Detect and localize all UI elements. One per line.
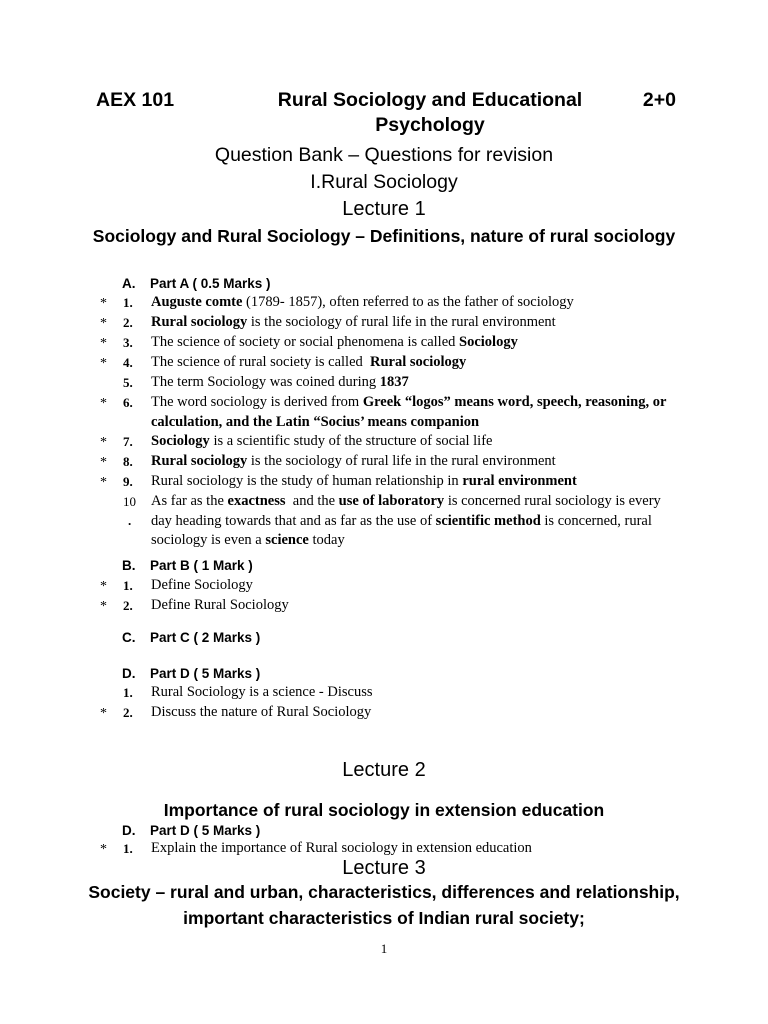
part-d-label: Part D ( 5 Marks ) [150,666,261,681]
question-item [100,703,675,723]
lecture-3-heading: Lecture 3 [342,857,426,879]
item-text: Rural sociology is the sociology of rural life in the rural environment [151,453,556,469]
part-b-letter: B. [122,558,136,573]
asterisk-marker: * [100,396,107,411]
lecture-2-subtitle: Importance of rural sociology in extension education [163,800,605,820]
item-text: Discuss the nature of Rural Sociology [151,704,372,720]
item-number: 1. [123,578,133,593]
part-c-letter: C. [122,630,136,645]
lecture-2-heading: Lecture 2 [342,759,426,781]
lecture-2-part-d-label: Part D ( 5 Marks ) [150,823,261,838]
part-d-letter: D. [122,666,136,681]
asterisk-marker: * [100,356,107,371]
asterisk-marker: * [100,336,107,351]
item-number: 4. [123,355,133,370]
question-item [100,353,675,373]
part-c-label: Part C ( 2 Marks ) [150,630,261,645]
item-text: Auguste comte (1789- 1857), often referred to as the father of sociology [151,294,574,310]
item-text: The term Sociology was coined during 1837 [151,374,409,390]
item-text: Sociology is a scientific study of the structure of social life [151,433,493,449]
part-b-label: Part B ( 1 Mark ) [150,558,253,573]
course-code: AEX 101 [96,89,175,111]
item-number: 7. [123,434,133,449]
course-credits: 2+0 [642,89,676,111]
question-item [100,432,675,452]
asterisk-marker: * [100,435,107,450]
question-item [100,472,675,492]
asterisk-marker: * [100,455,107,470]
question-item [100,313,675,333]
item-number-continuation: . [128,513,132,528]
item-number: 5. [123,375,133,390]
item-number: 3. [123,335,133,350]
lecture-2-part-d-letter: D. [122,823,136,838]
course-title: Rural Sociology and Educational Psychology [277,89,583,136]
question-item [100,293,675,313]
item-number: 1. [123,841,133,856]
asterisk-marker: * [100,599,107,614]
question-bank-line: Question Bank – Questions for revision [214,144,554,166]
question-item [100,683,675,703]
asterisk-marker: * [100,706,107,721]
item-text: Rural Sociology is a science - Discuss [151,684,373,700]
item-text: Define Rural Sociology [151,597,289,613]
asterisk-marker: * [100,296,107,311]
item-number: 8. [123,454,133,469]
asterisk-marker: * [100,316,107,331]
item-text: Explain the importance of Rural sociology in extension education [151,840,532,856]
item-text: Define Sociology [151,577,253,593]
question-item [100,596,675,616]
item-text: Rural sociology is the study of human relationship in rural environment [151,473,577,489]
item-number: 2. [123,315,133,330]
asterisk-marker: * [100,475,107,490]
item-number: 1. [123,685,133,700]
item-number: 2. [123,598,133,613]
lecture-1-heading: Lecture 1 [342,198,426,220]
item-text: Rural sociology is the sociology of rural life in the rural environment [151,314,556,330]
part-a-label: Part A ( 0.5 Marks ) [150,276,271,291]
question-item [100,576,675,596]
item-text: As far as the exactness and the use of laboratory is concerned rural sociology is every day heading towards that and as far as the use of scientific method is concerned, rural sociology is even a science today [151,493,661,548]
item-number: 6. [123,395,133,410]
question-item [100,492,675,551]
lecture-1-subtitle: Sociology and Rural Sociology – Definitions, nature of rural sociology [92,226,676,246]
item-number: 1. [123,295,133,310]
asterisk-marker: * [100,842,107,857]
asterisk-marker: * [100,579,107,594]
page-number: 1 [380,941,388,956]
question-item [100,393,675,432]
item-text: The science of society or social phenomena is called Sociology [151,334,518,350]
lecture-3-subtitle: Society – rural and urban, characteristics, differences and relationship, important characteristics of Indian rural society; [88,882,680,928]
section-roman-line: I.Rural Sociology [310,171,458,193]
part-a-letter: A. [122,276,136,291]
item-number: 9. [123,474,133,489]
item-text: The word sociology is derived from Greek “logos” means word, speech, reasoning, or calculation, and the Latin “Socius’ means companion [151,394,667,430]
item-number: 10 [123,494,136,509]
item-text: The science of rural society is called Rural sociology [151,354,467,370]
question-item [100,373,675,393]
item-number: 2. [123,705,133,720]
question-item [100,333,675,353]
document-header [96,88,676,138]
question-item [100,452,675,472]
